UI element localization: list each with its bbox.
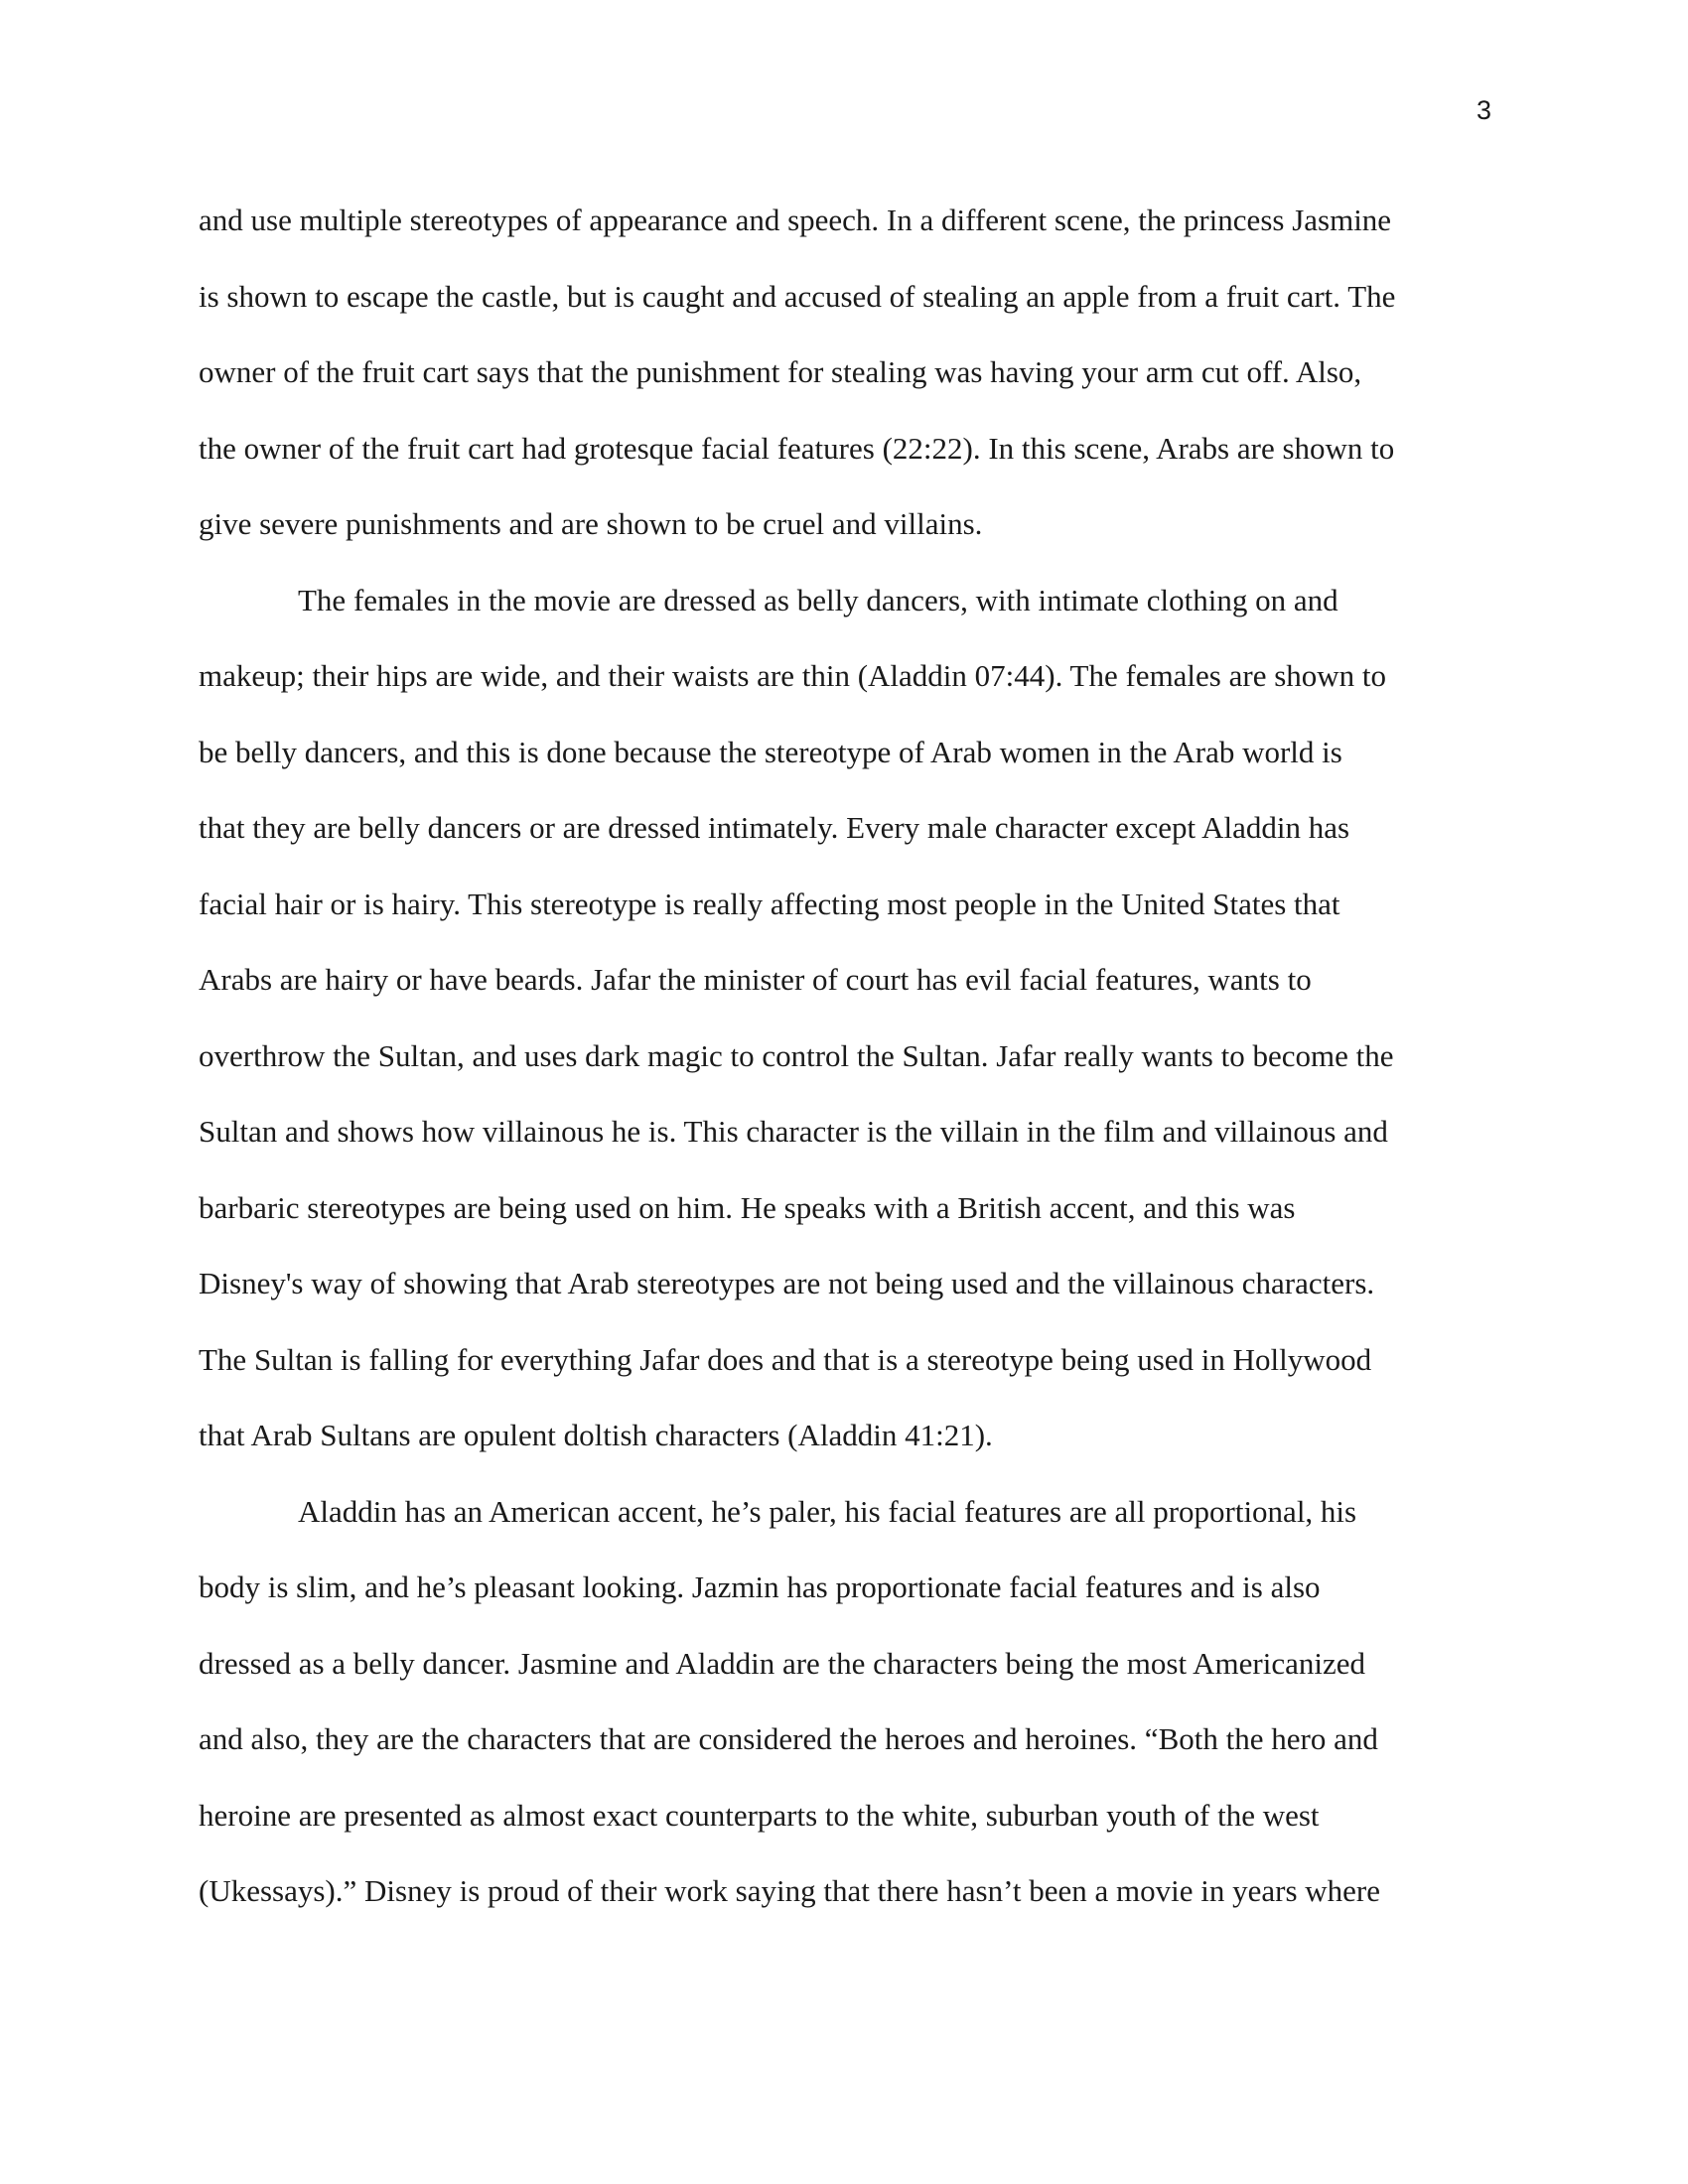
text-line: and use multiple stereotypes of appearance and speech. In a different scene, the princess Jasmine — [199, 203, 1392, 237]
text-line: be belly dancers, and this is done because the stereotype of Arab women in the Arab world is — [199, 734, 1342, 769]
text-line: barbaric stereotypes are being used on him. He speaks with a British accent, and this was — [199, 1189, 1296, 1225]
text-line: heroine are presented as almost exact counterparts to the white, suburban youth of the west — [199, 1797, 1320, 1833]
text-line: and also, they are the characters that are considered the heroes and heroines. “Both the hero and — [199, 1721, 1378, 1756]
text-line: overthrow the Sultan, and uses dark magic to control the Sultan. Jafar really wants to become the — [199, 1037, 1394, 1073]
text-line: that they are belly dancers or are dressed intimately. Every male character except Aladdin has — [199, 810, 1350, 845]
text-line: give severe punishments and are shown to be cruel and villains. — [199, 506, 983, 541]
text-line: dressed as a belly dancer. Jasmine and Aladdin are the characters being the most Americanized — [199, 1645, 1365, 1681]
text-line: the owner of the fruit cart had grotesque facial features (22:22). In this scene, Arabs are shown to — [199, 430, 1395, 466]
text-line: Disney's way of showing that Arab stereotypes are not being used and the villainous characters. — [199, 1266, 1375, 1300]
text-line: makeup; their hips are wide, and their waists are thin (Aladdin 07:44). The females are shown to — [199, 658, 1387, 693]
page-number: 3 — [1476, 95, 1491, 125]
text-line: body is slim, and he’s pleasant looking. Jazmin has proportionate facial features and is also — [199, 1570, 1321, 1604]
text-line: facial hair or is hairy. This stereotype is really affecting most people in the United States that — [199, 886, 1340, 921]
text-line: is shown to escape the castle, but is caught and accused of stealing an apple from a fruit cart. The — [199, 278, 1396, 314]
text-line: (Ukessays).” Disney is proud of their work saying that there hasn’t been a movie in years where — [199, 1873, 1381, 1908]
paragraph-first-line: Aladdin has an American accent, he’s paler, his facial features are all proportional, his — [298, 1493, 1357, 1529]
text-line: The Sultan is falling for everything Jafar does and that is a stereotype being used in Hollywood — [199, 1341, 1372, 1377]
text-line: that Arab Sultans are opulent doltish characters (Aladdin 41:21). — [199, 1418, 993, 1452]
paragraph-first-line: The females in the movie are dressed as belly dancers, with intimate clothing on and — [298, 582, 1338, 617]
text-line: owner of the fruit cart says that the punishment for stealing was having your arm cut off. Also, — [199, 354, 1362, 389]
body-text — [199, 193, 1489, 1940]
text-line: Sultan and shows how villainous he is. This character is the villain in the film and villainous and — [199, 1114, 1388, 1149]
text-line: Arabs are hairy or have beards. Jafar the minister of court has evil facial features, wants to — [199, 962, 1312, 997]
